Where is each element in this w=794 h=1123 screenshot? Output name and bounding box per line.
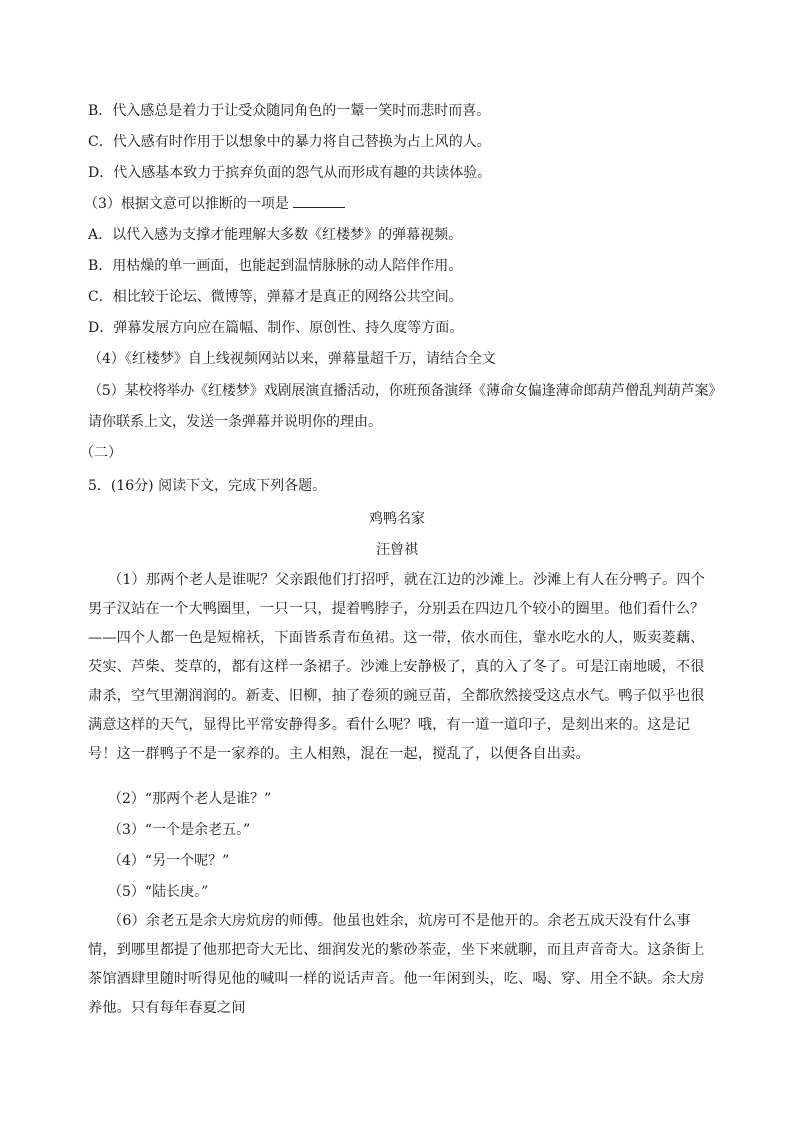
paragraph-2: （2）“那两个老人是谁？” — [108, 791, 272, 807]
article-title: 鸡鸭名家 — [369, 511, 425, 527]
sub-question-5-line2: 请你联系上文，发送一条弹幕并说明你的理由。 — [88, 414, 382, 430]
sub-question-4: （4）《红楼梦》自上线视频网站以来，弹幕量超千万，请结合全文 — [88, 351, 496, 367]
paragraph-3: （3）“一个是余老五。” — [108, 822, 251, 838]
option-b-line: B．代入感总是着力于让受众随同角色的一颦一笑时而悲时而喜。 — [88, 103, 491, 119]
sub3-option-a: A．以代入感为支撑才能理解大多数《红楼梦》的弹幕视频。 — [88, 227, 463, 243]
sub-question-3-stem: （3）根据文意可以推断的一项是 — [84, 196, 289, 212]
sub3-option-b: B．用枯燥的单一画面，也能起到温情脉脉的动人陪伴作用。 — [88, 258, 463, 274]
paragraph-4: （4）“另一个呢？” — [108, 853, 230, 869]
paragraph-5: （5）“陆长庚。” — [108, 884, 209, 900]
question-5-stem: 5．(16分) 阅读下文，完成下列各题。 — [88, 478, 327, 494]
article-author: 汪曾祺 — [376, 542, 418, 558]
section-label: （二） — [80, 445, 122, 461]
option-d-line: D．代入感基本致力于摈弃负面的怨气从而形成有趣的共读体验。 — [88, 165, 492, 181]
paragraph-6: （6）余老五是余大房炕房的师傅。他虽也姓余，炕房可不是他开的。余老五成天没有什么事情，到哪里都提了他那把奇大无比、细润发光的紫砂茶壶，坐下来就聊，而且声音奇大。这条街上茶馆酒肆里随时听得见他的喊叫一样的说话声音。他一年闲到头，吃、喝、穿、用全不缺。余大房养他。只有每年春夏之间 — [88, 913, 705, 1016]
sub3-option-d: D．弹幕发展方向应在篇幅、制作、原创性、持久度等方面。 — [88, 320, 464, 336]
sub3-option-c: C．相比较于论坛、微博等，弹幕才是真正的网络公共空间。 — [88, 289, 463, 305]
option-c-line: C．代入感有时作用于以想象中的暴力将自己替换为占上风的人。 — [88, 134, 491, 150]
answer-blank — [293, 195, 345, 208]
sub-question-5-line1: （5）某校将举办《红楼梦》戏剧展演直播活动，你班预备演绎《薄命女偏逢薄命郎葫芦僧乱判葫芦案》 — [88, 383, 723, 399]
paragraph-1: （1）那两个老人是谁呢？父亲跟他们打招呼，就在江边的沙滩上。沙滩上有人在分鸭子。四个男子汉站在一个大鸭圈里，一只一只，提着鸭脖子，分别丢在四边几个较小的圈里。他们看什么？——四个人都一色是短棉袄，下面皆系青布鱼裙。这一带，依水而住，靠水吃水的人，贩卖菱藕、芡实、芦柴、茭草的，都有这样一条裙子。沙滩上安静极了，真的入了冬了。可是江南地暖，不很肃杀，空气里潮润润的。新麦、旧柳，抽了卷须的豌豆苗，全都欣然接受这点水气。鸭子似乎也很满意这样的天气，显得比平常安静得多。看什么呢？哦，有一道一道印子，是刻出来的。这是记号！这一群鸭子不是一家养的。主人相熟，混在一起，搅乱了，以便各自出卖。 — [88, 572, 706, 762]
sub-question-3 — [84, 193, 345, 215]
